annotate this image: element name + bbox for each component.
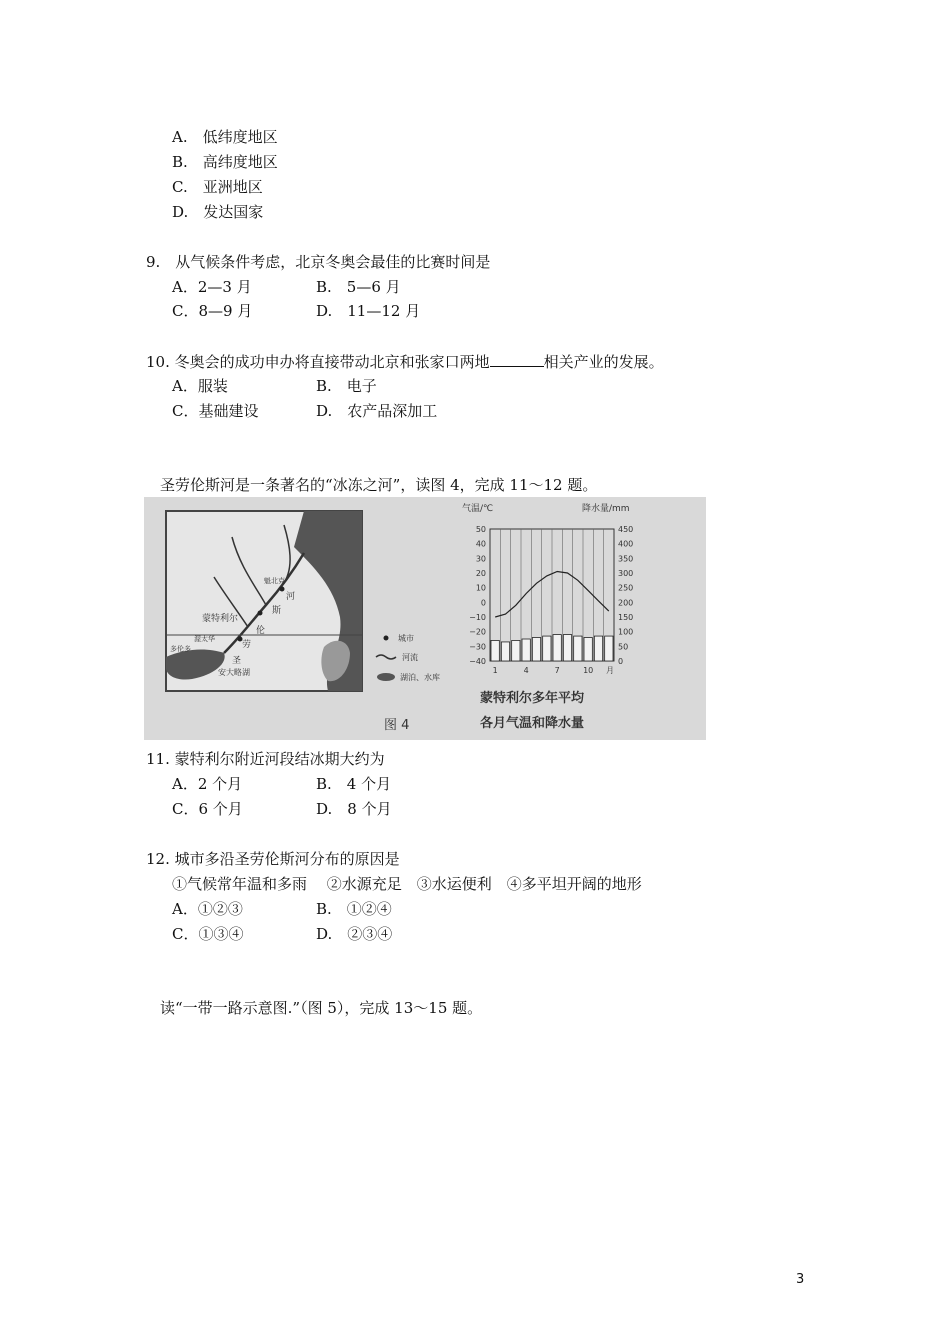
y-left-tick-label: 20 bbox=[475, 569, 486, 578]
y-right-tick-label: 350 bbox=[618, 554, 634, 564]
q9-option-b: B. 5—6 月 bbox=[316, 278, 401, 296]
y-right-tick-label: 400 bbox=[618, 539, 634, 549]
y-left-tick-label: −20 bbox=[469, 627, 486, 637]
precipitation-bar bbox=[532, 638, 540, 661]
figure-4-svg bbox=[144, 497, 706, 740]
y-left-tick-label: 50 bbox=[475, 525, 486, 534]
y-right-tick-label: 250 bbox=[618, 583, 634, 593]
q11-option-c: C．6 个月 bbox=[172, 800, 243, 818]
answer-blank bbox=[490, 352, 544, 367]
q12-option-d: D. ②③④ bbox=[316, 925, 393, 943]
x-tick-label: 10 bbox=[583, 666, 594, 675]
chart-title-line1: 蒙特利尔多年平均 bbox=[480, 691, 585, 706]
legend-river-label: 河流 bbox=[402, 653, 418, 662]
y-right-tick-label: 50 bbox=[618, 642, 629, 652]
precipitation-bar bbox=[543, 636, 551, 661]
y-right-tick-label: 200 bbox=[618, 598, 634, 608]
q11-option-a: A．2 个月 bbox=[172, 775, 243, 793]
y-left-tick-label: −30 bbox=[469, 642, 486, 652]
y-left-tick-label: 10 bbox=[475, 583, 486, 593]
precipitation-bar bbox=[491, 640, 499, 661]
q12-option-a: A．①②③ bbox=[172, 900, 243, 918]
precipitation-bar bbox=[522, 639, 530, 661]
q8-option-c: C. 亚洲地区 bbox=[172, 178, 263, 196]
q10-option-d: D. 农产品深加工 bbox=[316, 402, 438, 420]
q9-option-d: D. 11—12 月 bbox=[316, 302, 421, 320]
x-ticks bbox=[493, 666, 614, 675]
chart-title-line2: 各月气温和降水量 bbox=[480, 716, 585, 731]
y-left-label: 气温/℃ bbox=[462, 504, 494, 514]
q10-stem-after: 相关产业的发展。 bbox=[543, 353, 664, 371]
x-tick-label: 4 bbox=[523, 666, 529, 675]
y-right-tick-label: 150 bbox=[618, 613, 634, 622]
x-tick-label: 1 bbox=[492, 666, 498, 675]
q12-stem: 12. 城市多沿圣劳伦斯河分布的原因是 bbox=[146, 850, 400, 868]
q9-option-c: C．8—9 月 bbox=[172, 302, 253, 320]
legend-city-icon bbox=[384, 636, 389, 641]
q10-option-c: C．基础建设 bbox=[172, 402, 259, 420]
y-left-tick-label: −10 bbox=[469, 613, 486, 622]
city-dot bbox=[280, 587, 285, 592]
q9-stem: 9. 从气候条件考虑，北京冬奥会最佳的比赛时间是 bbox=[146, 253, 491, 271]
figure-4 bbox=[144, 497, 706, 740]
map-label-city: 蒙特利尔 bbox=[202, 614, 239, 624]
q12-conditions: ①气候常年温和多雨 ②水源充足 ③水运便利 ④多平坦开阔的地形 bbox=[172, 875, 642, 893]
map-label-river-2: 伦 bbox=[256, 626, 266, 636]
y-left-tick-label: 30 bbox=[475, 554, 486, 564]
figure-caption: 图 4 bbox=[384, 718, 410, 733]
precipitation-bar bbox=[584, 638, 592, 661]
q8-option-d: D. 发达国家 bbox=[172, 203, 264, 221]
q12-option-c: C．①③④ bbox=[172, 925, 244, 943]
legend-city-label: 城市 bbox=[398, 634, 414, 643]
precipitation-bar bbox=[605, 636, 613, 661]
y-left-tick-label: 40 bbox=[475, 539, 486, 549]
q11-option-b: B. 4 个月 bbox=[316, 775, 392, 793]
precipitation-bar bbox=[594, 636, 602, 661]
precipitation-bar bbox=[553, 635, 561, 661]
y-right-tick-label: 0 bbox=[618, 657, 624, 666]
map-label-lake-2: 安大略湖 bbox=[218, 668, 250, 677]
map-label-river-1: 劳 bbox=[242, 640, 252, 650]
map-label-small-3: 多伦多 bbox=[170, 645, 191, 653]
map-label-river-3: 斯 bbox=[272, 606, 282, 616]
q9-option-a: A．2—3 月 bbox=[172, 278, 252, 296]
q11-stem: 11. 蒙特利尔附近河段结冰期大约为 bbox=[146, 750, 385, 768]
page-number: 3 bbox=[796, 1272, 805, 1287]
legend-river-icon bbox=[376, 655, 396, 659]
q8-option-b: B. 高纬度地区 bbox=[172, 153, 278, 171]
y-right-ticks bbox=[618, 525, 633, 666]
precipitation-bar bbox=[563, 635, 571, 661]
precipitation-bar bbox=[501, 642, 509, 661]
city-dot bbox=[258, 611, 263, 616]
precipitation-bar bbox=[512, 640, 520, 661]
intro-11-12: 圣劳伦斯河是一条著名的“冰冻之河”，读图 4，完成 11～12 题。 bbox=[160, 476, 598, 494]
y-left-tick-label: −40 bbox=[469, 657, 486, 666]
legend-lake-label: 湖泊、水库 bbox=[400, 673, 440, 682]
climate-chart bbox=[462, 502, 633, 731]
y-right-tick-label: 100 bbox=[618, 627, 634, 637]
q10-stem-before: 10. 冬奥会的成功申办将直接带动北京和张家口两地 bbox=[146, 353, 490, 371]
precipitation-bar bbox=[574, 636, 582, 661]
y-left-ticks bbox=[469, 525, 486, 666]
y-right-tick-label: 300 bbox=[618, 569, 634, 578]
x-tick-label: 月 bbox=[606, 666, 614, 675]
y-right-tick-label: 450 bbox=[618, 525, 634, 534]
y-right-label: 降水量/mm bbox=[582, 504, 630, 514]
map-label-small-1: 魁北克 bbox=[264, 577, 285, 585]
legend-lake-icon bbox=[377, 673, 395, 681]
x-tick-label: 7 bbox=[554, 666, 560, 675]
q10-option-b: B. 电子 bbox=[316, 377, 377, 395]
y-left-tick-label: 0 bbox=[480, 598, 486, 608]
q11-option-d: D. 8 个月 bbox=[316, 800, 392, 818]
map-label-small-2: 渥太华 bbox=[194, 635, 215, 643]
map-label-lake-1: 圣 bbox=[232, 656, 242, 666]
q8-option-a: A. 低纬度地区 bbox=[172, 128, 278, 146]
map-label-river-4: 河 bbox=[286, 592, 296, 602]
q10-option-a: A．服装 bbox=[172, 377, 228, 395]
q12-option-b: B. ①②④ bbox=[316, 900, 392, 918]
q10-stem bbox=[146, 352, 664, 372]
intro-13-15: 读“一带一路示意图.”（图 5），完成 13～15 题。 bbox=[160, 999, 483, 1017]
